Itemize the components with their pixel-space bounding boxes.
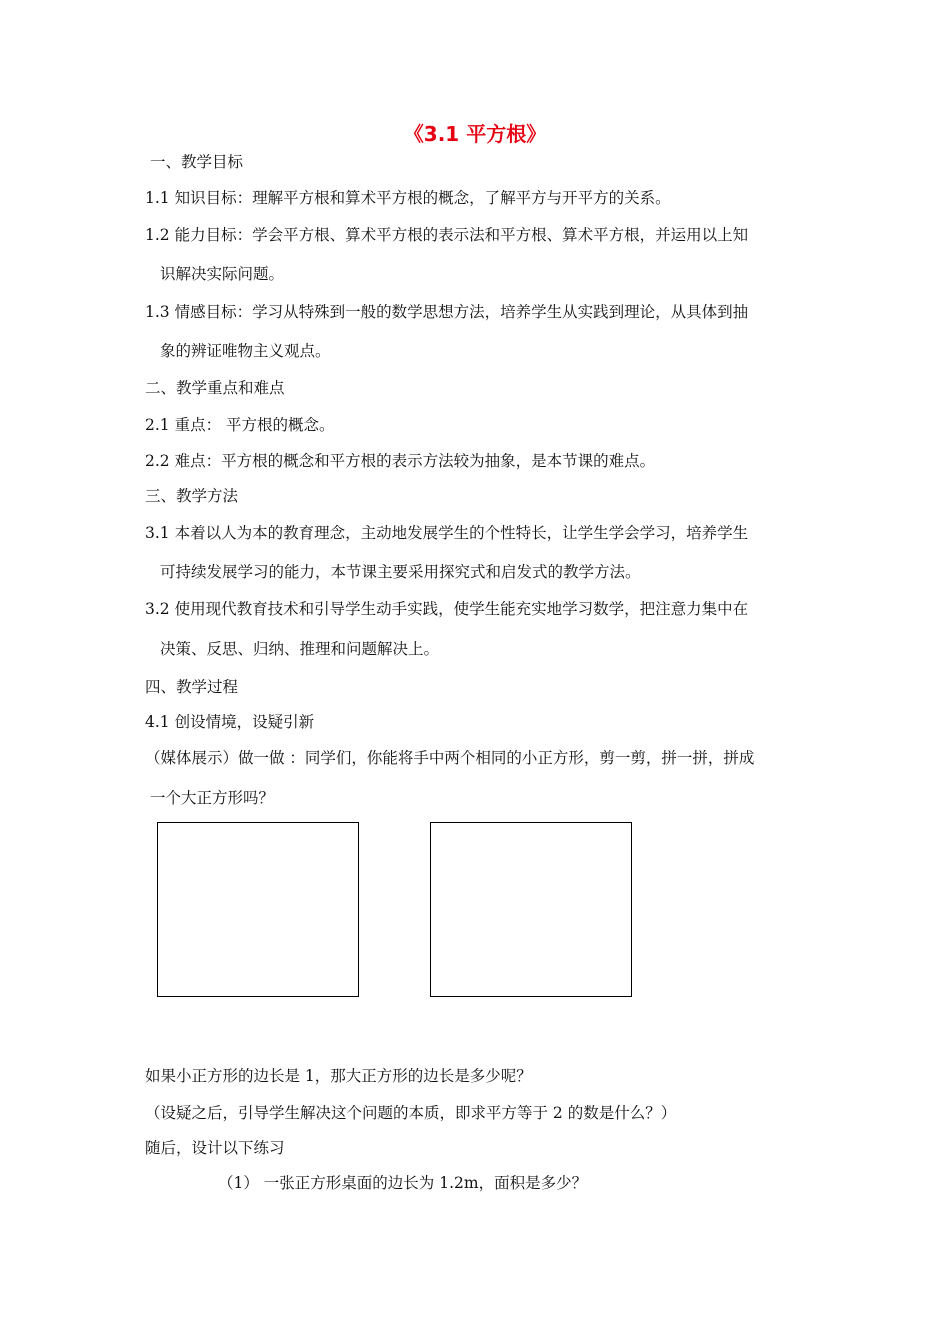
- paragraph-3-2: 3.2 使用现代教育技术和引导学生动手实践，使学生能充实地学习数学，把注意力集中在: [145, 600, 749, 618]
- paragraph-3-1: 3.1 本着以人为本的教育理念，主动地发展学生的个性特长，让学生学会学习，培养学生: [145, 524, 749, 542]
- exercise-1: （1） 一张正方形桌面的边长为 1.2m，面积是多少？: [218, 1174, 588, 1192]
- paragraph-question: 如果小正方形的边长是 1，那大正方形的边长是多少呢？: [145, 1067, 532, 1085]
- section-heading-keypoints: 二、教学重点和难点: [145, 379, 285, 397]
- paragraph-3-2-cont: 决策、反思、归纳、推理和问题解决上。: [160, 640, 440, 658]
- paragraph-1-2: 1.2 能力目标：学会平方根、算术平方根的表示法和平方根、算术平方根，并运用以上知: [145, 226, 749, 244]
- paragraph-2-2: 2.2 难点：平方根的概念和平方根的表示方法较为抽象，是本节课的难点。: [145, 452, 656, 470]
- paragraph-media-cont: 一个大正方形吗？: [150, 789, 275, 807]
- section-heading-objectives: 一、教学目标: [150, 153, 244, 171]
- paragraph-2-1: 2.1 重点： 平方根的概念。: [145, 416, 335, 434]
- paragraph-4-1: 4.1 创设情境，设疑引新: [145, 713, 315, 731]
- paragraph-note: （设疑之后，引导学生解决这个问题的本质，即求平方等于 2 的数是什么？）: [145, 1104, 677, 1122]
- paragraph-media: （媒体展示）做一做 ：同学们，你能将手中两个相同的小正方形，剪一剪，拼一拼，拼成: [145, 749, 755, 767]
- paragraph-3-1-cont: 可持续发展学习的能力，本节课主要采用探究式和启发式的教学方法。: [160, 563, 641, 581]
- paragraph-1-3: 1.3 情感目标：学习从特殊到一般的数学思想方法，培养学生从实践到理论，从具体到抽: [145, 303, 749, 321]
- paragraph-1-3-cont: 象的辨证唯物主义观点。: [160, 342, 331, 360]
- paragraph-1-1: 1.1 知识目标：理解平方根和算术平方根的概念，了解平方与开平方的关系。: [145, 189, 671, 207]
- paragraph-1-2-cont: 识解决实际问题。: [160, 265, 285, 283]
- paragraph-exercises-intro: 随后，设计以下练习: [145, 1139, 285, 1157]
- small-square-right: [430, 822, 632, 997]
- document-title: 《3.1 平方根》: [403, 122, 547, 146]
- small-square-left: [157, 822, 359, 997]
- section-heading-process: 四、教学过程: [145, 678, 239, 696]
- section-heading-methods: 三、教学方法: [145, 487, 239, 505]
